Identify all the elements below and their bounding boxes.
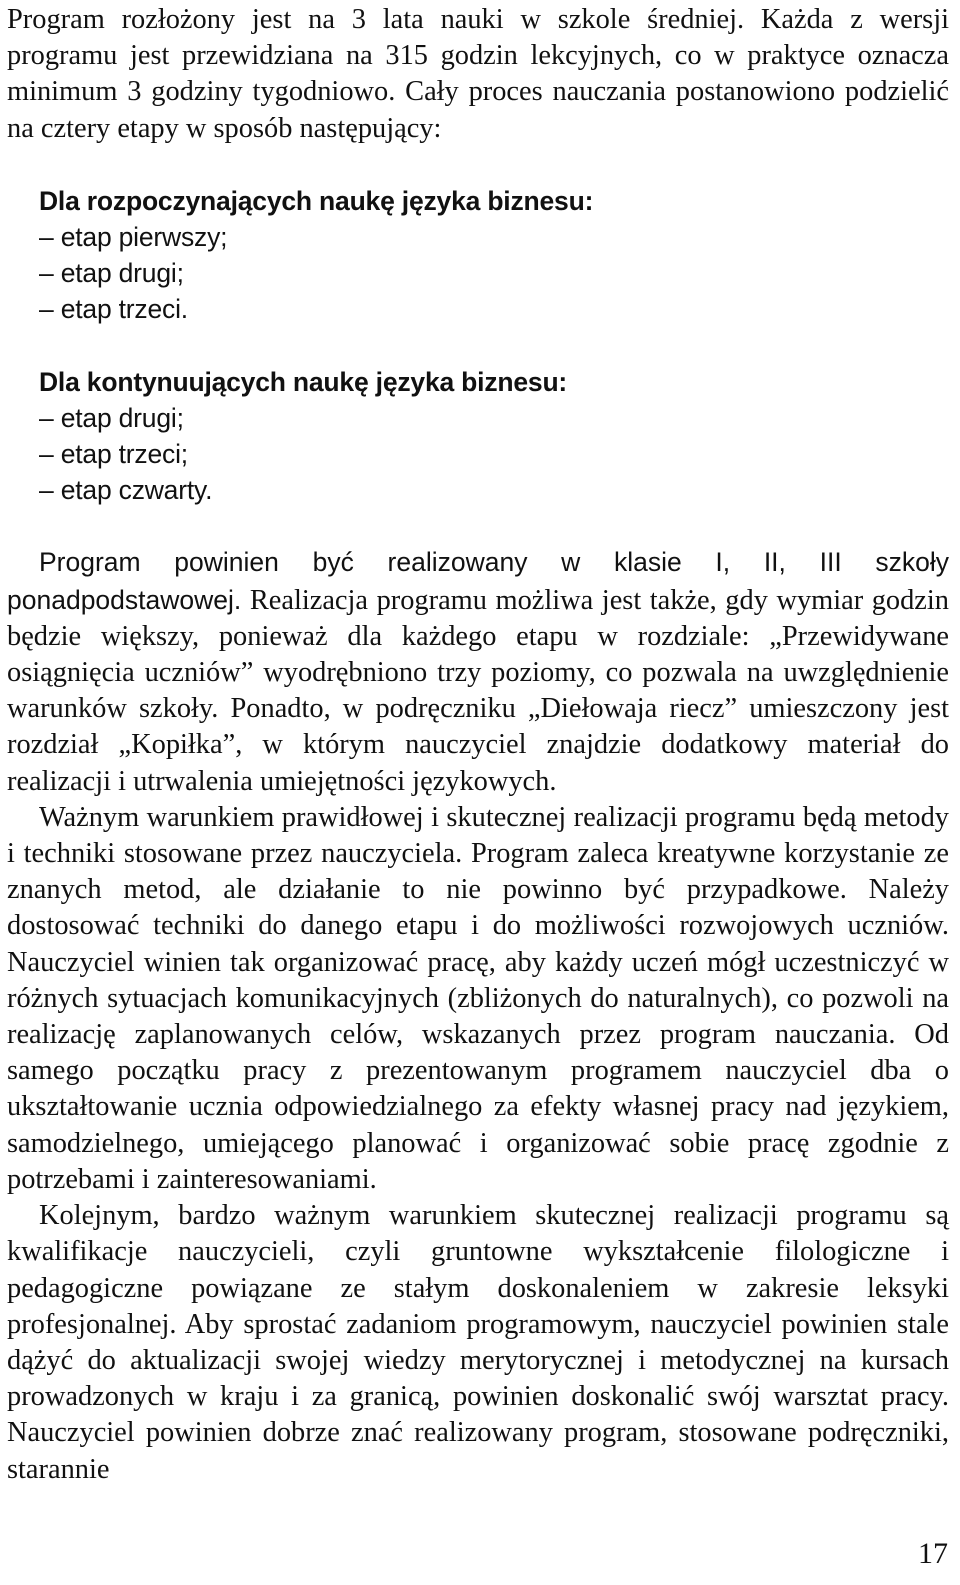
list-item: – etap trzeci. (39, 294, 188, 325)
document-page (7, 0, 949, 1488)
page-number: 17 (918, 1537, 948, 1570)
list-item: – etap drugi; (39, 258, 184, 289)
stage-list (7, 219, 949, 328)
paragraph-lead: Program powinien być realizowany w klasie I, II, III szkoły ponadpodstawowej. (7, 547, 949, 615)
section-heading: Dla kontynuujących naukę języka biznesu: (39, 366, 568, 397)
list-item: – etap drugi; (39, 402, 184, 433)
intro-paragraph: Program rozłożony jest na 3 lata nauki w szkole średniej. Każda z wersji programu jest przewidziana na 315 godzin lekcyjnych, co w praktyce oznacza minimum 3 godziny tygodniowo. Cały proces nauczania postanowiono podzielić na cztery etapy w sposób następujący: (7, 4, 949, 144)
stage-list (7, 400, 949, 509)
list-item: – etap trzeci; (39, 439, 188, 470)
body-paragraph-1 (7, 544, 949, 799)
body-paragraph-3: Kolejnym, bardzo ważnym warunkiem skutecznej realizacji programu są kwalifikacje nauczycieli, czyli gruntowne wykształcenie filologiczne i pedagogiczne powiązane ze stałym doskonaleniem w zakresie leksyki profesjonalnej. Aby sprostać zadaniom programowym, nauczyciel powinien stale dążyć do aktualizacji swojej wiedzy merytorycznej i metodycznej na kursach prowadzonych w kraju i za granicą, powinien doskonalić swój warsztat pracy. Nauczyciel powinien dobrze znać realizowany program, stosowane podręczniki, starannie (7, 1200, 949, 1485)
list-item: – etap czwarty. (39, 475, 213, 506)
section-beginners (7, 183, 949, 328)
section-heading: Dla rozpoczynających naukę języka biznesu: (39, 185, 594, 216)
list-item: – etap pierwszy; (39, 222, 228, 253)
body-paragraph-2: Ważnym warunkiem prawidłowej i skutecznej realizacji programu będą metody i techniki stosowane przez nauczyciela. Program zaleca kreatywne korzystanie ze znanych metod, ale działanie to nie powinno być przypadkowe. Należy dostosować techniki do danego etapu i do możliwości rozwojowych uczniów. Nauczyciel winien tak organizować pracę, aby każdy uczeń mógł uczestniczyć w różnych sytuacjach komunikacyjnych (zbliżonych do naturalnych), co pozwoli na realizację zaplanowanych celów, wskazanych przez program nauczania. Od samego początku pracy z prezentowanym programem nauczyciel dba o ukształtowanie ucznia odpowiedzialnego za efekty własnej pracy nad językiem, samodzielnego, umiejącego planować i organizować sobie pracę zgodnie z potrzebami i zainteresowaniami. (7, 801, 949, 1195)
section-continuing (7, 364, 949, 509)
paragraph-text: Realizacja programu możliwa jest także, gdy wymiar godzin będzie większy, ponieważ dla każdego etapu w rozdziale: „Przewidywane osiągnięcia uczniów” wyodrębniono trzy poziomy, co pozwala na uwzględnienie warunków szkoły. Ponadto, w podręczniku „Diełowaja riecz” umieszczony jest rozdział „Kopiłka”, w którym nauczyciel znajdzie dodatkowy materiał do realizacji i utrwalenia umiejętności językowych. (7, 584, 949, 797)
